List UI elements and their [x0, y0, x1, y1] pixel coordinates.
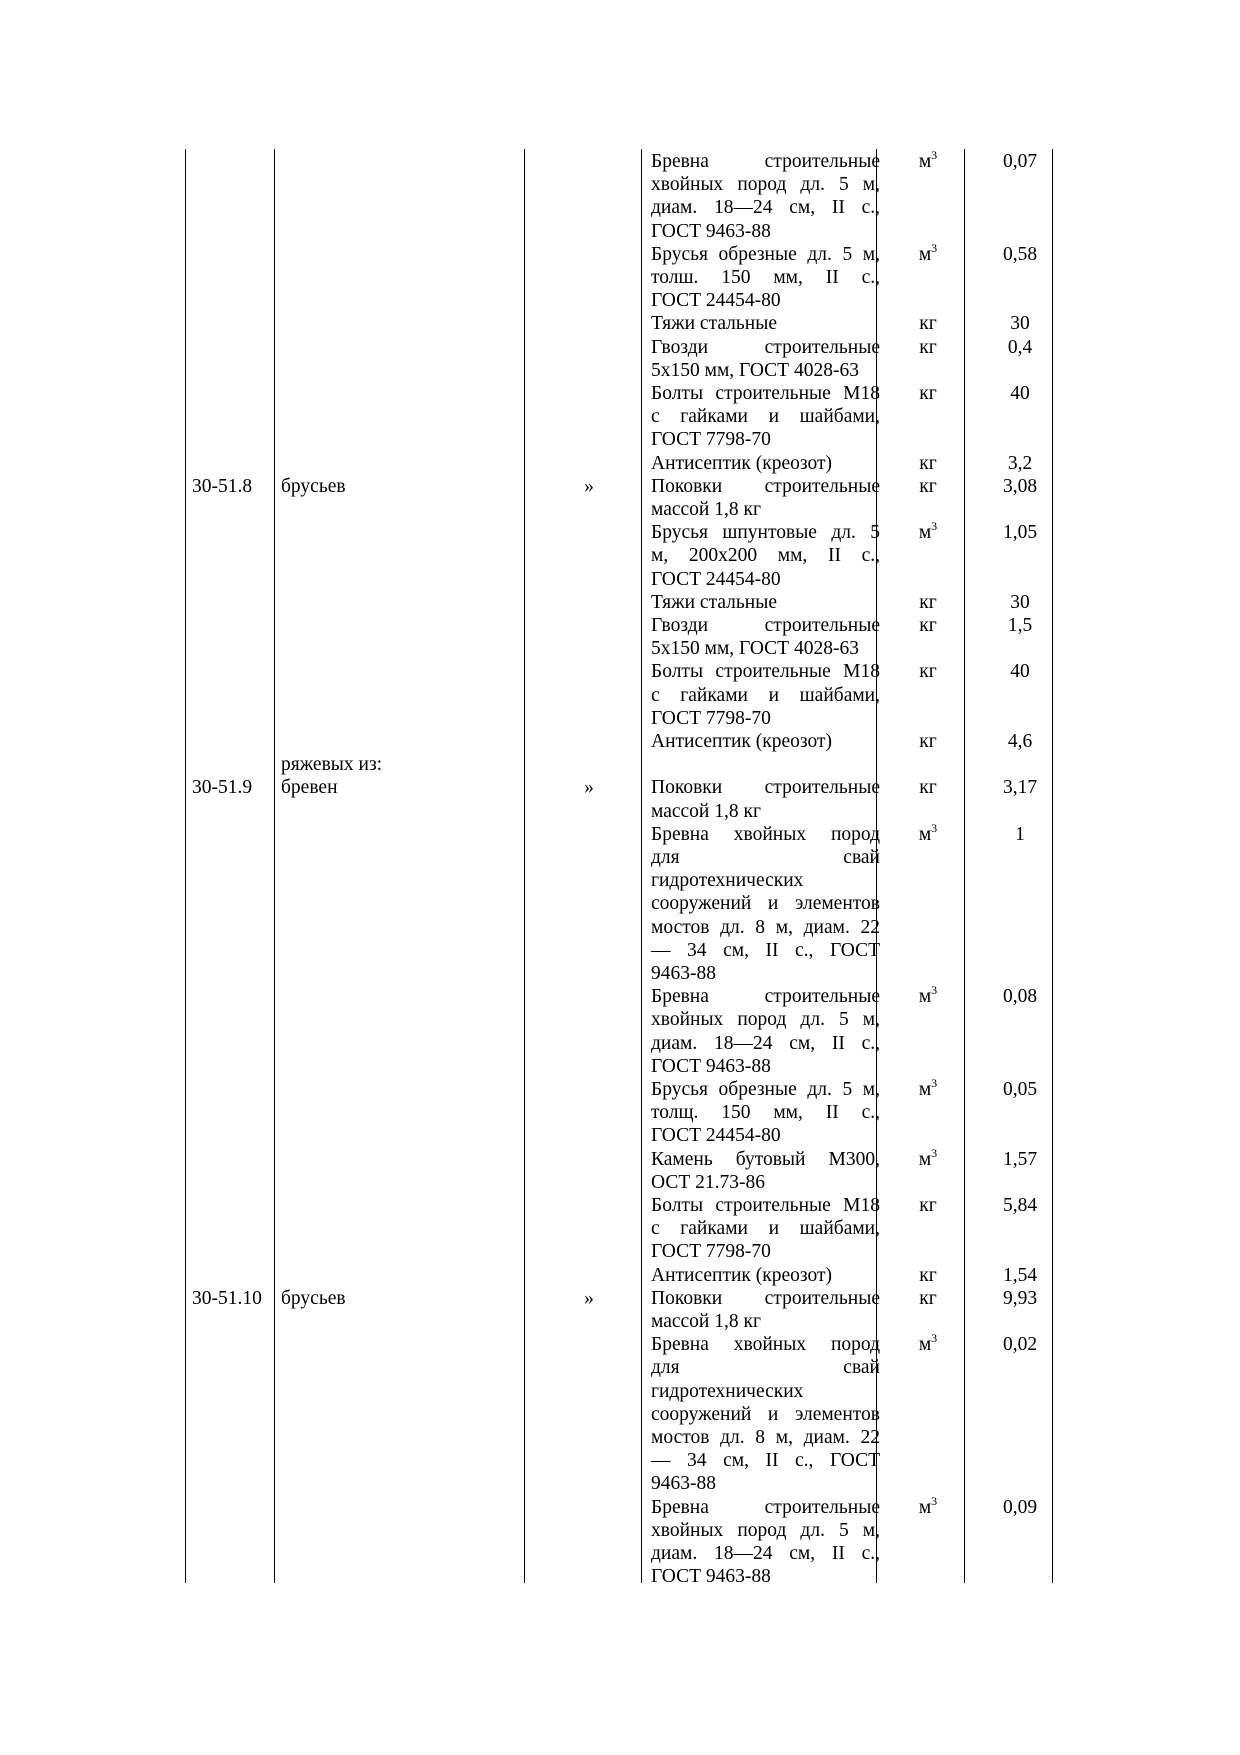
ditto-mark: »	[584, 777, 594, 799]
resource-line: ГОСТ 24454-80	[651, 1125, 781, 1147]
resource-description	[651, 776, 880, 822]
resource-line: Бревна хвойных пород	[651, 1334, 880, 1356]
resource-line: ГОСТ 9463-88	[651, 220, 771, 242]
resource-description	[651, 1496, 880, 1589]
quantity: 30	[1010, 313, 1030, 335]
unit-of-measure: $м^3$	[918, 519, 938, 544]
resource-line: Камень бутовый М300,	[651, 1148, 880, 1170]
unit-of-measure: $м^3$	[918, 1145, 938, 1170]
resource-line: ГОСТ 9463-88	[651, 1566, 771, 1588]
item-code: 30-51.8	[192, 475, 253, 497]
quantity: 9,93	[1002, 1287, 1038, 1309]
quantity: 4,6	[1007, 731, 1033, 752]
unit-of-measure: кг	[919, 452, 937, 474]
resource-line: диам. 18—24 см, II с.,	[651, 1032, 880, 1054]
resource-line: для свай	[651, 846, 880, 868]
item-name: брусьев	[281, 475, 346, 497]
resource-description	[651, 312, 880, 335]
resource-description	[651, 243, 880, 313]
unit-of-measure: кг	[919, 777, 937, 799]
resource-line: сооружений и элементов	[651, 1403, 880, 1425]
resource-line: Антисептик (креозот)	[651, 1264, 832, 1286]
resource-description	[651, 1287, 880, 1333]
item-name: брусьев	[281, 1287, 346, 1309]
item-name: ряжевых из:	[281, 754, 383, 776]
ditto-mark: »	[584, 475, 594, 497]
item-code: 30-51.10	[192, 1287, 262, 1309]
quantity: 0,09	[1002, 1496, 1038, 1518]
unit-of-measure: кг	[919, 661, 937, 683]
ditto-mark: »	[584, 1287, 594, 1309]
quantity: 0,4	[1007, 336, 1033, 358]
resource-line: Бревна строительные	[651, 151, 880, 172]
resource-line: мостов дл. 8 м, диам. 22	[651, 916, 880, 938]
resource-line: с гайками и шайбами,	[651, 1218, 880, 1240]
resource-line: ОСТ 21.73-86	[651, 1171, 765, 1193]
quantity: 1,5	[1007, 615, 1033, 636]
quantity: 0,05	[1002, 1079, 1038, 1100]
unit-of-measure: кг	[919, 1195, 937, 1216]
resource-line: 5х150 мм, ГОСТ 4028-63	[651, 359, 859, 381]
table-border-left	[185, 149, 186, 1583]
resource-line: 9463-88	[651, 1473, 716, 1495]
resource-line: Тяжи стальные	[651, 313, 777, 335]
unit-of-measure: $м^3$	[918, 983, 938, 1008]
resource-description	[651, 614, 880, 660]
resource-line: массой 1,8 кг	[651, 800, 761, 822]
resource-line: Брусья обрезные дл. 5 м,	[651, 243, 880, 265]
table-column-divider	[964, 149, 965, 1583]
table-column-divider	[274, 149, 275, 1583]
resource-description	[651, 150, 880, 243]
resource-line: Антисептик (креозот)	[651, 452, 832, 474]
quantity: 40	[1010, 661, 1030, 683]
resource-line: Брусья обрезные дл. 5 м,	[651, 1079, 880, 1100]
resource-line: Антисептик (креозот)	[651, 731, 832, 752]
resource-description	[651, 1078, 880, 1148]
resource-line: хвойных пород дл. 5 м,	[651, 1009, 880, 1031]
resource-description	[651, 591, 880, 614]
resource-line: Поковки строительные	[651, 777, 880, 799]
resource-line: Гвозди строительные	[651, 336, 880, 358]
quantity: 30	[1010, 591, 1030, 613]
resource-description	[651, 730, 880, 753]
quantity: 5,84	[1002, 1195, 1038, 1216]
resource-description	[651, 1264, 880, 1287]
resource-description	[651, 1333, 880, 1495]
quantity: 3,2	[1007, 452, 1033, 474]
resource-line: для свай	[651, 1357, 880, 1379]
resource-line: хвойных пород дл. 5 м,	[651, 1519, 880, 1541]
table-border-right	[1052, 149, 1053, 1583]
resource-description	[651, 1194, 880, 1264]
resource-line: — 34 см, II с., ГОСТ	[651, 1450, 880, 1472]
resource-description	[651, 660, 880, 730]
resource-line: с гайками и шайбами,	[651, 684, 880, 706]
resource-line: гидротехнических	[651, 1380, 804, 1402]
resource-line: толщ. 150 мм, II с.,	[651, 1102, 880, 1124]
resource-line: Бревна строительные	[651, 986, 880, 1008]
resource-description	[651, 382, 880, 452]
quantity: 3,08	[1002, 475, 1038, 497]
unit-of-measure: кг	[919, 383, 937, 404]
resource-line: Бревна хвойных пород	[651, 823, 880, 845]
resource-line: массой 1,8 кг	[651, 498, 761, 520]
unit-of-measure: $м^3$	[918, 1493, 938, 1518]
quantity: 40	[1010, 383, 1030, 404]
resource-line: Гвозди строительные	[651, 615, 880, 636]
unit-of-measure: кг	[919, 313, 937, 335]
unit-of-measure: $м^3$	[918, 240, 938, 265]
resource-line: Тяжи стальные	[651, 591, 777, 613]
resource-line: диам. 18—24 см, II с.,	[651, 1542, 880, 1564]
resource-line: с гайками и шайбами,	[651, 406, 880, 428]
resource-line: Бревна строительные	[651, 1496, 880, 1518]
resource-description	[651, 452, 880, 475]
quantity: 3,17	[1002, 777, 1038, 799]
unit-of-measure: кг	[919, 475, 937, 497]
unit-of-measure: кг	[919, 336, 937, 358]
unit-of-measure: $м^3$	[918, 148, 938, 172]
resource-line: Поковки строительные	[651, 475, 880, 497]
quantity: 0,07	[1002, 151, 1038, 172]
quantity: 0,58	[1002, 243, 1038, 265]
resource-line: ГОСТ 7798-70	[651, 429, 771, 451]
resource-line: Болты строительные М18	[651, 661, 880, 683]
resource-line: 5х150 мм, ГОСТ 4028-63	[651, 638, 859, 660]
unit-of-measure: кг	[919, 1287, 937, 1309]
table-column-divider	[524, 149, 525, 1583]
quantity: 1,57	[1002, 1148, 1038, 1170]
table-column-divider	[641, 149, 642, 1583]
unit-of-measure: $м^3$	[918, 820, 938, 845]
resource-line: диам. 18—24 см, II с.,	[651, 197, 880, 219]
resource-line: ГОСТ 9463-88	[651, 1055, 771, 1077]
unit-of-measure: кг	[919, 615, 937, 636]
resource-line: — 34 см, II с., ГОСТ	[651, 939, 880, 961]
quantity: 1,54	[1002, 1264, 1038, 1286]
quantity: 0,02	[1002, 1334, 1038, 1356]
resource-description	[651, 521, 880, 591]
resource-line: хвойных пород дл. 5 м,	[651, 174, 880, 196]
resource-line: массой 1,8 кг	[651, 1310, 761, 1332]
resource-description	[651, 823, 880, 985]
resource-line: ГОСТ 7798-70	[651, 707, 771, 729]
unit-of-measure: кг	[919, 731, 937, 752]
resource-line: Брусья шпунтовые дл. 5	[651, 522, 880, 544]
unit-of-measure: $м^3$	[918, 1331, 938, 1356]
quantity: 1	[1015, 823, 1025, 845]
unit-of-measure: $м^3$	[918, 1076, 938, 1100]
resource-line: 9463-88	[651, 962, 716, 984]
item-name: бревен	[281, 777, 338, 799]
resource-line: м, 200х200 мм, II с.,	[651, 545, 880, 567]
item-code: 30-51.9	[192, 777, 253, 799]
resource-description	[651, 475, 880, 521]
resource-line: ГОСТ 24454-80	[651, 290, 781, 312]
resource-description	[651, 1148, 880, 1194]
resource-line: ГОСТ 7798-70	[651, 1241, 771, 1263]
resource-description	[651, 336, 880, 382]
resource-line: толш. 150 мм, II с.,	[651, 266, 880, 288]
resource-line: Болты строительные М18	[651, 383, 880, 404]
quantity: 0,08	[1002, 986, 1038, 1008]
resource-line: ГОСТ 24454-80	[651, 568, 781, 590]
unit-of-measure: кг	[919, 591, 937, 613]
resource-line: Болты строительные М18	[651, 1195, 880, 1216]
unit-of-measure: кг	[919, 1264, 937, 1286]
resource-line: сооружений и элементов	[651, 893, 880, 915]
resource-line: гидротехнических	[651, 870, 804, 892]
resource-description	[651, 985, 880, 1078]
quantity: 1,05	[1002, 522, 1038, 544]
resource-line: Поковки строительные	[651, 1287, 880, 1309]
resource-line: мостов дл. 8 м, диам. 22	[651, 1426, 880, 1448]
